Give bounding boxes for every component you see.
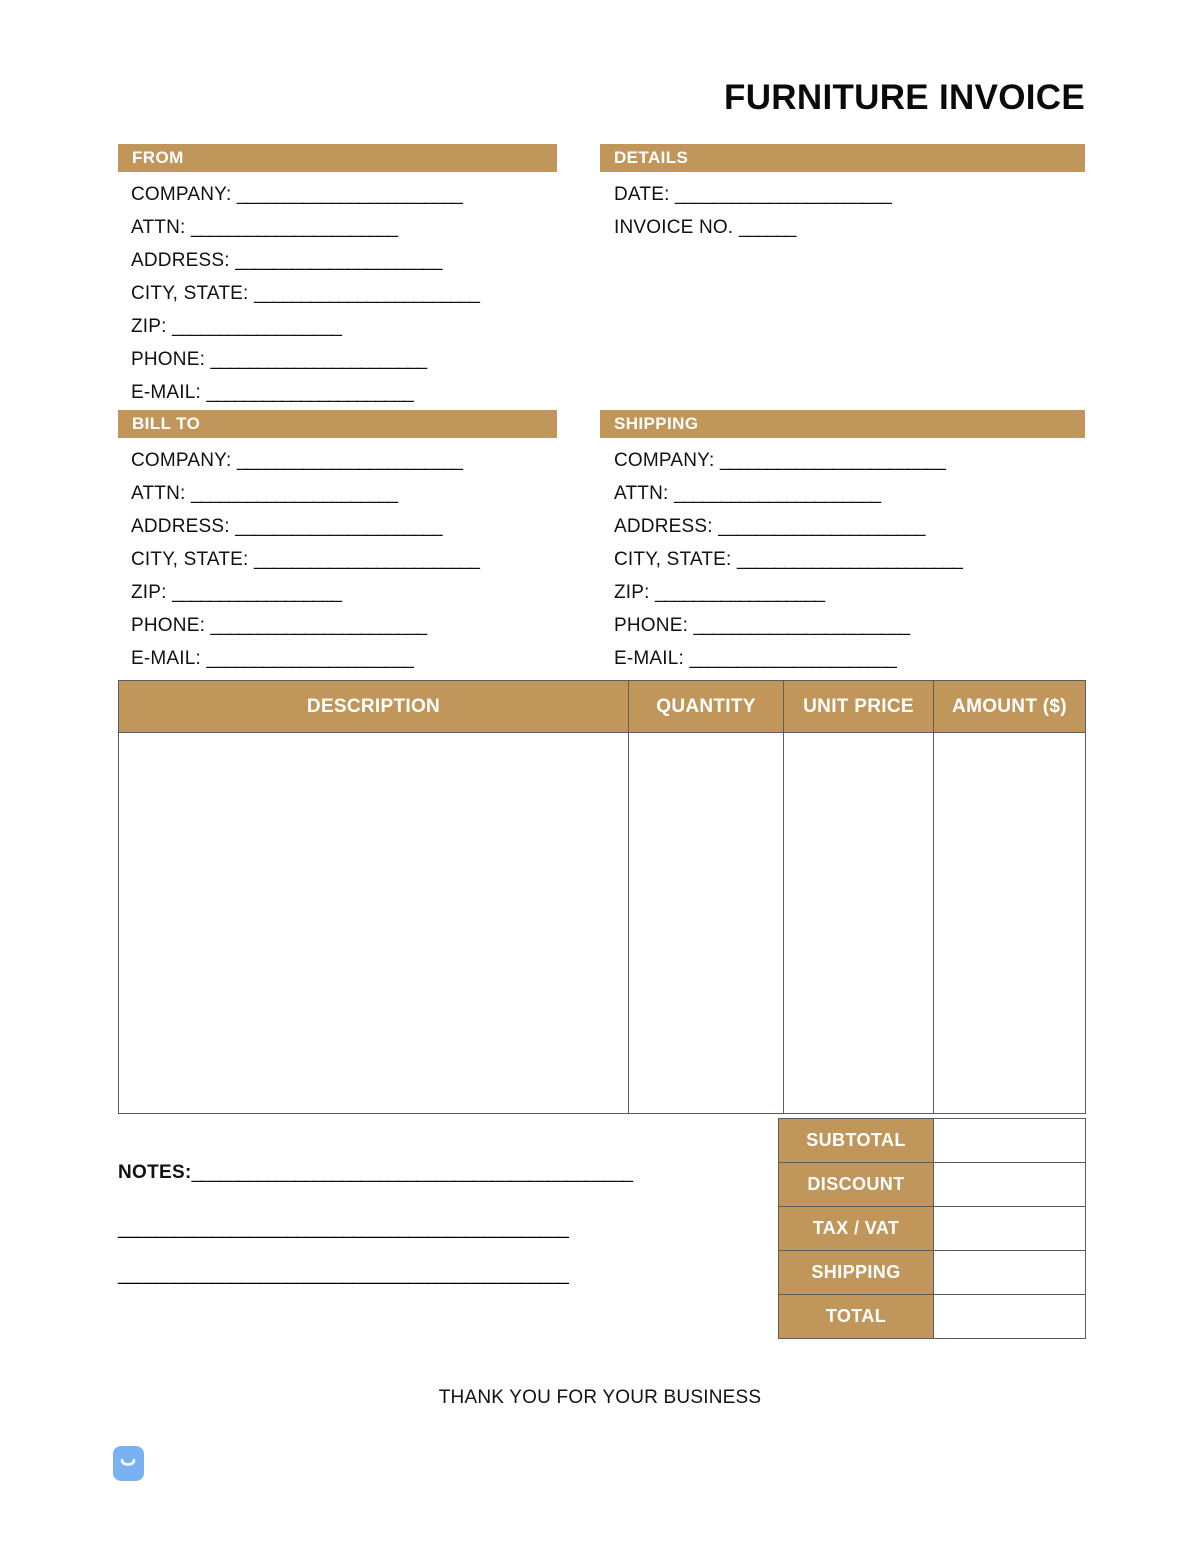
details-field-row — [614, 178, 890, 211]
bill-to-fields — [131, 444, 479, 675]
shipping-field-input-line[interactable]: ______________________ — [673, 483, 881, 504]
from-field-input-line[interactable]: ________________________ — [253, 283, 479, 304]
line-items-table — [118, 680, 1086, 1114]
details-field-row — [614, 211, 890, 244]
from-field-row — [131, 178, 479, 211]
shipping-field-input-line[interactable]: _______________________ — [693, 615, 909, 636]
totals-label-subtotal: SUBTOTAL — [779, 1119, 934, 1163]
notes-line-3[interactable]: ________________________________________________ — [118, 1264, 568, 1285]
details-field-label: DATE: — [614, 184, 676, 205]
section-header-bill-to-label: BILL TO — [132, 414, 201, 433]
shipping-field-row — [614, 510, 962, 543]
from-field-row — [131, 244, 479, 277]
totals-row — [779, 1251, 1086, 1295]
from-field-row — [131, 376, 479, 409]
cell-unit-price[interactable] — [784, 733, 934, 1114]
column-header-quantity: QUANTITY — [629, 681, 784, 733]
totals-value-shipping[interactable] — [934, 1251, 1086, 1295]
shipping-field-row — [614, 444, 962, 477]
totals-value-subtotal[interactable] — [934, 1119, 1086, 1163]
column-header-description: DESCRIPTION — [119, 681, 629, 733]
shipping-field-row — [614, 576, 962, 609]
cell-quantity[interactable] — [629, 733, 784, 1114]
notes-block — [118, 1162, 718, 1184]
totals-label-discount: DISCOUNT — [779, 1163, 934, 1207]
totals-label-total: TOTAL — [779, 1295, 934, 1339]
column-header-amount: AMOUNT ($) — [934, 681, 1086, 733]
totals-row — [779, 1295, 1086, 1339]
from-field-row — [131, 310, 479, 343]
from-field-row — [131, 277, 479, 310]
totals-row — [779, 1207, 1086, 1251]
from-field-label: E-MAIL: — [131, 382, 207, 403]
footer-thank-you: THANK YOU FOR YOUR BUSINESS — [438, 1387, 762, 1408]
totals-table — [778, 1118, 1086, 1339]
notes-line-3-wrap — [118, 1264, 568, 1286]
shipping-fields — [614, 444, 962, 675]
from-field-input-line[interactable]: ______________________ — [235, 250, 442, 271]
bill-to-field-label: CITY, STATE: — [131, 549, 254, 570]
line-items-body-row — [119, 733, 1086, 1114]
shipping-field-input-line[interactable]: __________________ — [655, 582, 824, 603]
bill-to-field-row — [131, 609, 479, 642]
details-field-input-line[interactable]: ______ — [738, 217, 796, 238]
details-fields — [614, 178, 890, 244]
from-field-row — [131, 211, 479, 244]
details-field-label: INVOICE NO. — [614, 217, 739, 238]
shipping-field-row — [614, 642, 962, 675]
shipping-field-input-line[interactable]: ________________________ — [736, 549, 962, 570]
shipping-field-label: CITY, STATE: — [614, 549, 737, 570]
from-field-label: CITY, STATE: — [131, 283, 254, 304]
section-header-from-label: FROM — [132, 148, 184, 167]
from-field-row — [131, 343, 479, 376]
totals-row — [779, 1119, 1086, 1163]
cell-amount[interactable] — [934, 733, 1086, 1114]
shipping-field-row — [614, 543, 962, 576]
smile-logo-icon — [110, 1445, 147, 1485]
bill-to-field-label: ATTN: — [131, 483, 191, 504]
from-fields — [131, 178, 479, 409]
bill-to-field-label: ZIP: — [131, 582, 173, 603]
shipping-field-input-line[interactable]: ________________________ — [719, 450, 945, 471]
shipping-field-label: ATTN: — [614, 483, 674, 504]
bill-to-field-row — [131, 576, 479, 609]
bill-to-field-row — [131, 510, 479, 543]
page-title: FURNITURE INVOICE — [724, 78, 1085, 117]
from-field-label: PHONE: — [131, 349, 211, 370]
shipping-field-input-line[interactable]: ______________________ — [689, 648, 896, 669]
notes-line-2-wrap — [118, 1218, 568, 1240]
bill-to-field-label: PHONE: — [131, 615, 211, 636]
shipping-field-row — [614, 477, 962, 510]
totals-value-discount[interactable] — [934, 1163, 1086, 1207]
shipping-field-label: ZIP: — [614, 582, 656, 603]
shipping-field-label: COMPANY: — [614, 450, 720, 471]
from-field-input-line[interactable]: __________________ — [172, 316, 341, 337]
shipping-field-label: E-MAIL: — [614, 648, 690, 669]
from-field-label: COMPANY: — [131, 184, 237, 205]
cell-description[interactable] — [119, 733, 629, 1114]
bill-to-field-input-line[interactable]: __________________ — [172, 582, 341, 603]
from-field-label: ATTN: — [131, 217, 191, 238]
notes-line-2[interactable]: ________________________________________________ — [118, 1218, 568, 1239]
bill-to-field-input-line[interactable]: ______________________ — [206, 648, 413, 669]
from-field-input-line[interactable]: _______________________ — [210, 349, 426, 370]
section-header-shipping-label: SHIPPING — [614, 414, 699, 433]
bill-to-field-row — [131, 444, 479, 477]
notes-label: NOTES — [118, 1162, 185, 1183]
bill-to-field-label: COMPANY: — [131, 450, 237, 471]
column-header-unit-price: UNIT PRICE — [784, 681, 934, 733]
bill-to-field-row — [131, 543, 479, 576]
from-field-input-line[interactable]: ________________________ — [236, 184, 462, 205]
bill-to-field-row — [131, 642, 479, 675]
totals-label-shipping: SHIPPING — [779, 1251, 934, 1295]
totals-label-tax-vat: TAX / VAT — [779, 1207, 934, 1251]
bill-to-field-row — [131, 477, 479, 510]
totals-value-total[interactable] — [934, 1295, 1086, 1339]
bill-to-field-input-line[interactable]: ______________________ — [190, 483, 398, 504]
from-field-input-line[interactable]: ______________________ — [206, 382, 413, 403]
section-header-bill-to — [118, 410, 557, 438]
section-header-details-label: DETAILS — [614, 148, 689, 167]
from-field-input-line[interactable]: ______________________ — [190, 217, 398, 238]
totals-row — [779, 1163, 1086, 1207]
line-items-header-row — [119, 681, 1086, 733]
shipping-field-label: PHONE: — [614, 615, 694, 636]
section-header-details — [600, 144, 1085, 172]
from-field-label: ADDRESS: — [131, 250, 236, 271]
bill-to-field-input-line[interactable]: ________________________ — [253, 549, 479, 570]
section-header-from — [118, 144, 557, 172]
bill-to-field-input-line[interactable]: ______________________ — [235, 516, 442, 537]
shipping-field-label: ADDRESS: — [614, 516, 719, 537]
from-field-label: ZIP: — [131, 316, 173, 337]
notes-line-1[interactable]: _______________________________________________ — [191, 1162, 632, 1183]
section-header-shipping — [600, 410, 1085, 438]
bill-to-field-label: ADDRESS: — [131, 516, 236, 537]
shipping-field-input-line[interactable]: ______________________ — [718, 516, 925, 537]
details-field-input-line[interactable]: _______________________ — [675, 184, 891, 205]
notes-label-colon: : — [184, 1162, 192, 1183]
bill-to-field-input-line[interactable]: ________________________ — [236, 450, 462, 471]
totals-value-tax-vat[interactable] — [934, 1207, 1086, 1251]
bill-to-field-label: E-MAIL: — [131, 648, 207, 669]
bill-to-field-input-line[interactable]: _______________________ — [210, 615, 426, 636]
shipping-field-row — [614, 609, 962, 642]
